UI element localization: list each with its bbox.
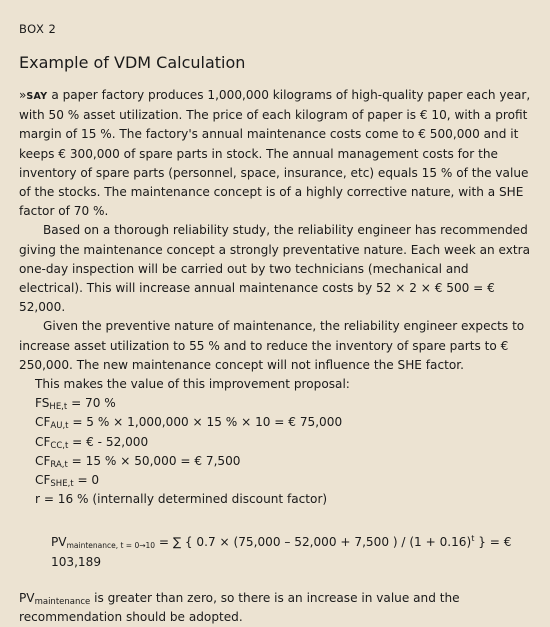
conclusion-text: is greater than zero, so there is an increase in value and the recommendation should be adopted. [19,590,460,625]
calc-expression: = 15 % × 50,000 = € 7,500 [67,453,241,468]
calc-expression: = € - 52,000 [68,434,149,449]
conclusion-symbol: PV [19,590,35,605]
pv-exponent: t [471,534,475,544]
pv-result: } = € 103,189 [51,535,512,569]
calc-symbol: CF [35,473,51,488]
calc-expression: = 16 % (internally determined discount factor) [39,492,328,507]
calc-symbol: FS [35,396,50,411]
calc-subscript: CC,t [50,440,69,451]
calc-expression: = 0 [73,473,100,488]
calc-line [35,471,534,490]
calc-intro: This makes the value of this improvement proposal: [35,377,350,392]
intro-paragraph [19,86,534,221]
calculation-block [35,375,534,572]
calc-lines [35,394,534,509]
calc-symbol: CF [35,415,51,430]
proposal-paragraph: Based on a thorough reliability study, the reliability engineer has recommended giving the maintenance concept a strongly preventative nature. Each week an extra one-day inspection will be carried out by two technicians (mechanical and electrical). This will increase annual maintenance costs by 52 × 2 × € 500 = € 52,000. [19,223,531,315]
conclusion-subscript: maintenance [34,596,91,607]
calc-line [35,413,534,432]
intro-text: a paper factory produces 1,000,000 kilograms of high-quality paper each year, with 50 % asset utilization. The price of each kilogram of paper is € 10, with a profit margin of 15 %. The factory's annual maintenance costs come to € 500,000 and it keeps € 300,000 of spare parts in stock. The annual management costs for the inventory of spare parts (personnel, space, insurance, etc) equals 15 % of the value of the stocks. The maintenance concept is of a highly corrective nature, with a SHE factor of 70 %. [19,88,531,219]
intro-marker: » [19,88,27,102]
calc-subscript: HE,t [49,402,68,413]
box-body [19,86,534,627]
pv-symbol: PV [51,535,67,550]
calc-symbol: r [35,492,40,507]
box-label: BOX 2 [19,22,57,36]
calc-line [35,490,534,509]
conclusion-paragraph [19,589,534,627]
calc-expression: = 5 % × 1,000,000 × 15 % × 10 = € 75,000 [68,415,343,430]
calc-subscript: RA,t [50,459,68,470]
expectation-paragraph: Given the preventive nature of maintenance, the reliability engineer expects to increase asset utilization to 55 % and to reduce the inventory of spare parts to € 250,000. The new maintenance concept will not influence the SHE factor. [19,319,525,372]
pv-subscript: maintenance, t = 0→10 [66,541,156,551]
pv-formula [51,529,534,571]
calc-subscript: SHE,t [50,479,74,490]
calc-expression: = 70 % [67,396,116,411]
calc-line [35,433,534,452]
calc-subscript: AU,t [50,421,69,432]
say-keyword: SAY [26,91,48,102]
pv-expression: = ∑ { 0.7 × (75,000 – 52,000 + 7,500 ) / (1 + 0.16) [155,535,472,550]
box-title: Example of VDM Calculation [19,53,246,72]
calc-line [35,394,534,413]
calc-line [35,452,534,471]
calc-symbol: CF [35,434,51,449]
calc-symbol: CF [35,453,51,468]
